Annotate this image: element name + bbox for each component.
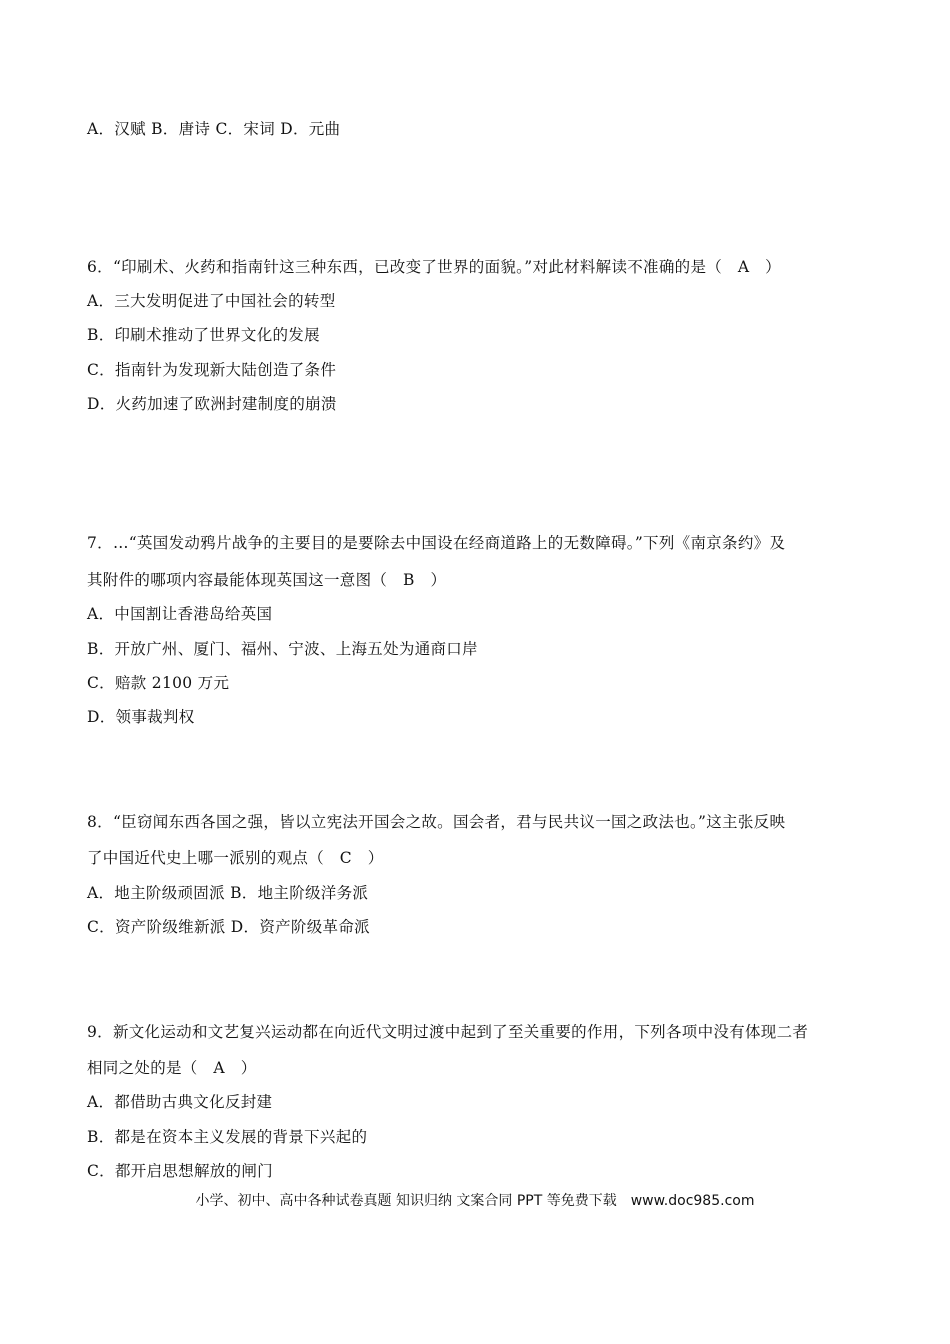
question-9-option-a: A．都借助古典文化反封建 [87,1093,273,1111]
question-7-stem-line2: 其附件的哪项内容最能体现英国这一意图（ B ） [87,571,447,589]
question-9-stem-line2: 相同之处的是（ A ） [87,1059,257,1077]
question-9-option-c: C．都开启思想解放的闸门 [87,1162,273,1180]
question-8-stem-line1: 8．“臣窃闻东西各国之强，皆以立宪法开国会之故。国会者，君与民共议一国之政法也。”这主张反映 [87,813,786,831]
question-8-options-ab: A．地主阶级顽固派 B．地主阶级洋务派 [87,884,369,902]
question-7-option-d: D．领事裁判权 [87,708,195,726]
question-7-option-a: A．中国割让香港岛给英国 [87,605,273,623]
question-9-stem-line1: 9．新文化运动和文艺复兴运动都在向近代文明过渡中起到了至关重要的作用，下列各项中没有体现二者 [87,1023,809,1041]
question-6-option-d: D．火药加速了欧洲封建制度的崩溃 [87,395,337,413]
question-8-options-cd: C．资产阶级维新派 D．资产阶级革命派 [87,918,370,936]
question-8-stem-line2: 了中国近代史上哪一派别的观点（ C ） [87,849,384,867]
page-footer: 小学、初中、高中各种试卷真题 知识归纳 文案合同 PPT 等免费下载 www.doc985.com [195,1193,755,1209]
question-7-stem-line1: 7．…“英国发动鸦片战争的主要目的是要除去中国设在经商道路上的无数障碍。”下列《南京条约》及 [87,534,786,552]
question-5-options: A．汉赋 B．唐诗 C．宋词 D．元曲 [87,120,341,138]
question-7-option-b: B．开放广州、厦门、福州、宁波、上海五处为通商口岸 [87,640,478,658]
question-6-stem: 6．“印刷术、火药和指南针这三种东西，已改变了世界的面貌。”对此材料解读不准确的是（ A ） [87,258,781,276]
question-6-option-c: C．指南针为发现新大陆创造了条件 [87,361,337,379]
question-6-option-a: A．三大发明促进了中国社会的转型 [87,292,336,310]
question-7-option-c: C．赔款 2100 万元 [87,674,230,692]
question-9-option-b: B．都是在资本主义发展的背景下兴起的 [87,1128,368,1146]
question-6-option-b: B．印刷术推动了世界文化的发展 [87,326,320,344]
